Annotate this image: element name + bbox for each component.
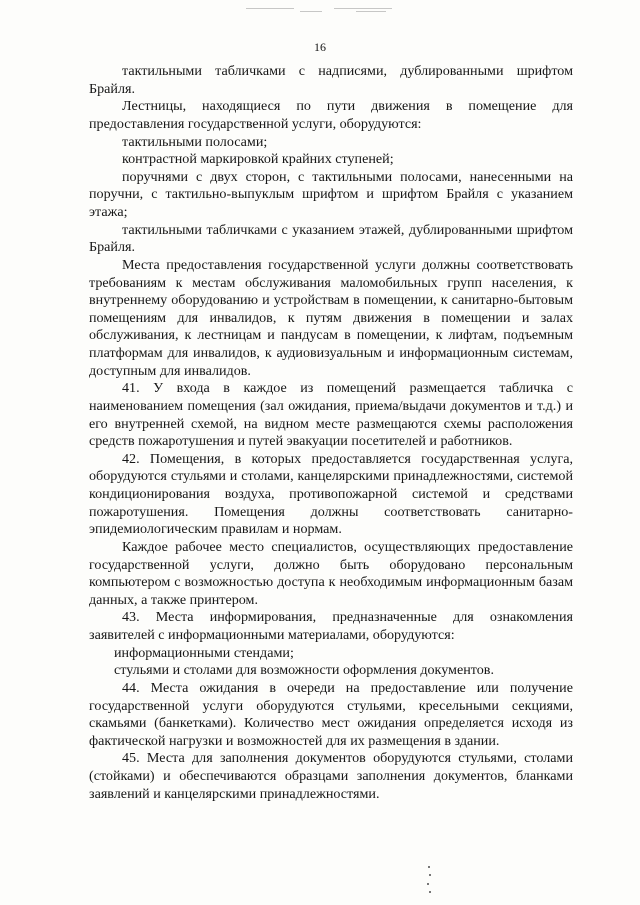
list-item: поручнями с двух сторон, с тактильными полосами, нанесенными на поручни, с тактильно-выпуклым шрифтом и шрифтом Брайля с указанием этажа; xyxy=(89,168,573,220)
paragraph-45: 45. Места для заполнения документов оборудуются стульями, столами (стойками) и обеспечиваются образцами заполнения документов, бланками заявлений и канцелярскими принадлежностями. xyxy=(89,750,573,802)
document-body xyxy=(89,63,573,803)
list-item: информационными стендами; xyxy=(114,644,294,661)
paragraph: Лестницы, находящиеся по пути движения в помещение для предоставления государственной услуги, оборудуются: xyxy=(89,98,573,132)
paragraph: тактильными табличками с надписями, дублированными шрифтом Брайля. xyxy=(89,63,573,97)
list-item: контрастной маркировкой крайних ступеней; xyxy=(122,151,394,168)
paragraph: Каждое рабочее место специалистов, осуществляющих предоставление государственной услуги, должно быть оборудовано персональным компьютером с возможностью доступа к необходимым информационным базам данных, а также принтером. xyxy=(89,538,573,608)
page-number: 16 xyxy=(314,40,326,54)
list-item: тактильными полосами; xyxy=(122,133,268,150)
paragraph: Места предоставления государственной услуги должны соответствовать требованиям к местам обслуживания маломобильных групп населения, к внутреннему оборудованию и устройствам в помещении, к санитарно-бытовым помещениям для инвалидов, к путям движения в помещении и залах обслуживания, к лестницам и пандусам в помещении, к лифтам, подъемным платформам для инвалидов, к аудиовизуальным и информационным системам, доступным для инвалидов. xyxy=(89,256,573,379)
scan-artifact-bottom xyxy=(426,866,438,896)
paragraph-41: 41. У входа в каждое из помещений размещается табличка с наименованием помещения (зал ожидания, приема/выдачи документов и т.д.) и его внутренней схемой, на видном месте размещаются схемы расположения средств пожаротушения и путей эвакуации посетителей и работников. xyxy=(89,380,573,450)
paragraph-42: 42. Помещения, в которых предоставляется государственная услуга, оборудуются стульями и столами, канцелярскими принадлежностями, системой кондиционирования воздуха, противопожарной системой и средствами пожаротушения. Помещения должны соответствовать санитарно-эпидемиологическим правилам и нормам. xyxy=(89,450,573,538)
paragraph-44: 44. Места ожидания в очереди на предоставление или получение государственной услуги оборудуются стульями, кресельными секциями, скамьями (банкетками). Количество мест ожидания определяется исходя из фактической нагрузки и возможностей для их размещения в здании. xyxy=(89,679,573,749)
paragraph-43: 43. Места информирования, предназначенные для ознакомления заявителей с информационными материалами, оборудуются: xyxy=(89,609,573,643)
list-item: стульями и столами для возможности оформления документов. xyxy=(114,662,494,679)
scan-artifact-top xyxy=(0,8,640,20)
list-item: тактильными табличками с указанием этажей, дублированными шрифтом Брайля. xyxy=(89,221,573,256)
